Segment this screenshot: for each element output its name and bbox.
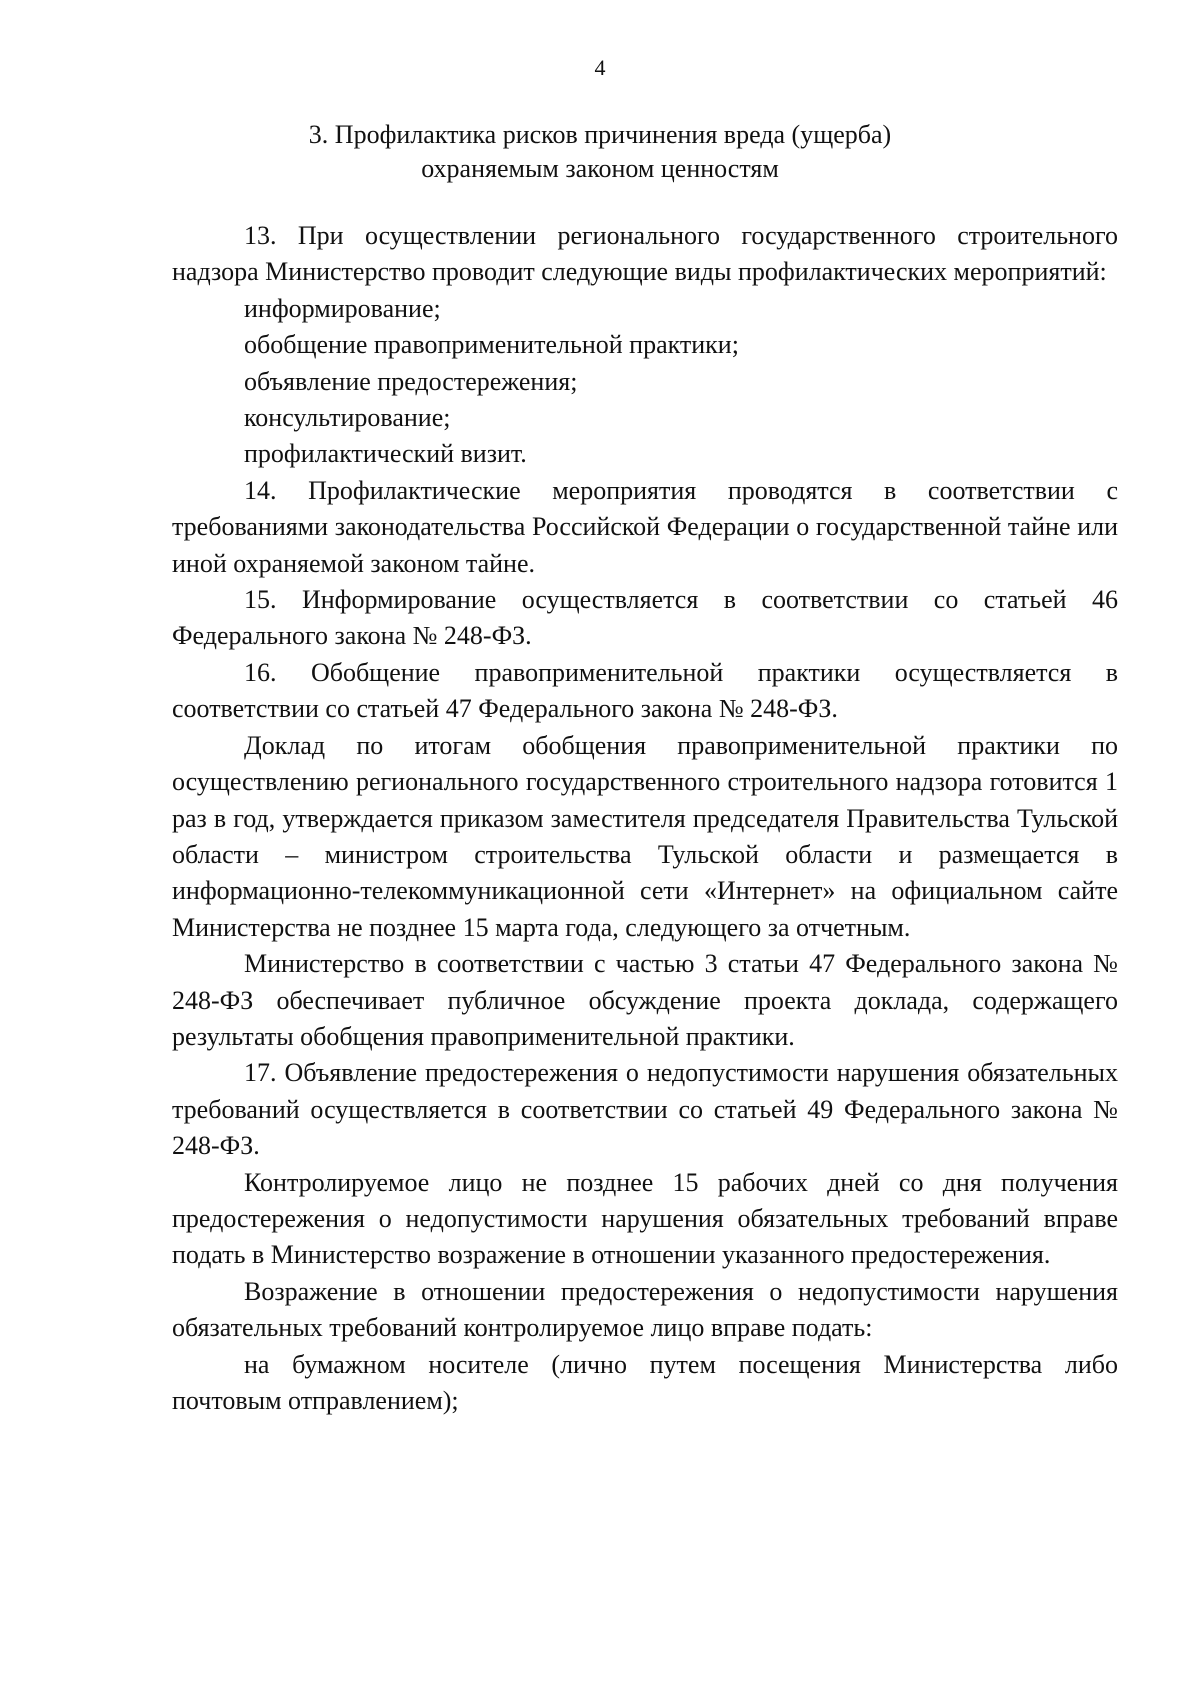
- list-item-informing: информирование;: [244, 293, 441, 323]
- paragraph-13: 13. При осуществлении регионального государственного строительного надзора Министерство проводит следующие виды профилактических мероприятий:: [172, 221, 1118, 287]
- section-title: [0, 118, 1200, 186]
- list-item-warning: объявление предостережения;: [244, 366, 578, 396]
- page-number: 4: [594, 55, 606, 80]
- paragraph-objection-methods: Возражение в отношении предостережения о недопустимости нарушения обязательных требований контролируемое лицо вправе подать:: [172, 1276, 1118, 1343]
- document-body: [172, 218, 1118, 1419]
- section-title-line-1: 3. Профилактика рисков причинения вреда (ущерба): [308, 120, 892, 149]
- list-item-consulting: консультирование;: [244, 403, 451, 433]
- paragraph-14: 14. Профилактические мероприятия проводятся в соответствии с требованиями законодательства Российской Федерации о государственной тайне или иной охраняемой законом тайне.: [172, 475, 1118, 578]
- section-title-line-2: охраняемым законом ценностям: [421, 154, 779, 183]
- paragraph-report: Доклад по итогам обобщения правоприменительной практики по осуществлению регионального государственного строительного надзора готовится 1 раз в год, утверждается приказом заместителя председателя Правительства Тульской области – министром строительства Тульской области и размещается в информационно-телекоммуникационной сети «Интернет» на официальном сайте Министерства не позднее 15 марта года, следующего за отчетным.: [172, 730, 1118, 942]
- paragraph-16: 16. Обобщение правоприменительной практики осуществляется в соответствии со статьей 47 Федерального закона № 248-ФЗ.: [172, 657, 1118, 724]
- paragraph-paper-submission: на бумажном носителе (лично путем посещения Министерства либо почтовым отправлением);: [172, 1349, 1118, 1415]
- list-item-preventive-visit: профилактический визит.: [244, 439, 527, 469]
- paragraph-17: 17. Объявление предостережения о недопустимости нарушения обязательных требований осуществляется в соответствии со статьей 49 Федерального закона № 248-ФЗ.: [172, 1058, 1118, 1161]
- paragraph-15: 15. Информирование осуществляется в соответствии со статьей 46 Федерального закона № 248-ФЗ.: [172, 585, 1118, 651]
- paragraph-public-discussion: Министерство в соответствии с частью 3 статьи 47 Федерального закона № 248-ФЗ обеспечивает публичное обсуждение проекта доклада, содержащего результаты обобщения правоприменительной практики.: [172, 949, 1118, 1051]
- list-item-generalization: обобщение правоприменительной практики;: [244, 330, 739, 360]
- paragraph-objection-deadline: Контролируемое лицо не позднее 15 рабочих дней со дня получения предостережения о недопустимости нарушения обязательных требований вправе подать в Министерство возражение в отношении указанного предостережения.: [172, 1167, 1118, 1270]
